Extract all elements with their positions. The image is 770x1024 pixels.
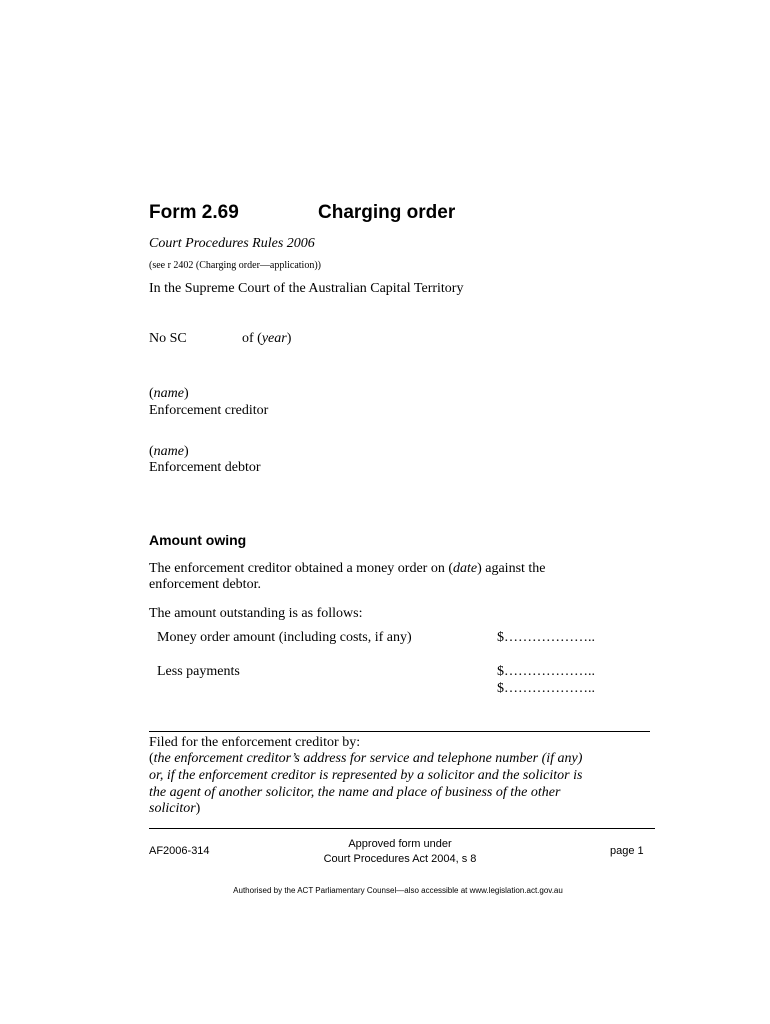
divider [149,731,650,732]
rules-name: Court Procedures Rules 2006 [149,236,315,251]
footer-page-number: page 1 [610,845,644,857]
filed-by-text: solicitor [149,801,196,816]
paren-open: ( [149,751,154,766]
text-segment: ) against the [477,561,546,576]
paragraph-line: enforcement debtor. [149,577,261,592]
section-heading: Amount owing [149,532,247,548]
paragraph-line [149,561,546,577]
amount-total-value: $……………….. [497,681,595,696]
amount-row-value: $……………….. [497,664,595,679]
footer-form-code: AF2006-314 [149,845,210,857]
paragraph: The amount outstanding is as follows: [149,606,363,621]
debtor-role: Enforcement debtor [149,460,261,475]
of-text: of ( [242,331,262,346]
case-number-label: No SC [149,331,187,346]
form-title: Charging order [318,202,456,223]
filed-by-line [149,751,582,767]
filed-by-line: the agent of another solicitor, the name and place of business of the other [149,785,561,800]
date-placeholder: date [452,561,478,576]
creditor-name-placeholder [149,386,189,402]
footer-approved-line: Court Procedures Act 2004, s 8 [323,853,477,865]
year-close: ) [286,331,292,346]
paren-close: ) [195,801,201,816]
paren-close: ) [184,444,189,459]
filed-by-label: Filed for the enforcement creditor by: [149,735,361,750]
amount-row-label: Money order amount (including costs, if any) [157,630,412,645]
name-placeholder: name [153,444,184,459]
paren-open: ( [149,386,154,401]
creditor-role: Enforcement creditor [149,403,269,418]
filed-by-line: or, if the enforcement creditor is represented by a solicitor and the solicitor is [149,768,583,783]
form-number: Form 2.69 [149,202,239,223]
footer-divider [149,828,655,829]
rule-reference: (see r 2402 (Charging order—application)) [149,260,321,271]
footer-approved-line: Approved form under [348,838,452,850]
amount-row-value: $……………….. [497,630,595,645]
paren-open: ( [149,444,154,459]
filed-by-text: the enforcement creditor’s address for service and telephone number (if any) [153,751,583,766]
text-segment: The enforcement creditor obtained a money order on ( [149,561,453,576]
footer-authorised: Authorised by the ACT Parliamentary Counsel—also accessible at www.legislation.act.gov.au [233,886,563,895]
year-placeholder: year [261,331,287,346]
debtor-name-placeholder [149,444,189,460]
case-year-label [242,331,291,347]
name-placeholder: name [153,386,184,401]
paren-close: ) [184,386,189,401]
filed-by-line [149,801,200,817]
court-name: In the Supreme Court of the Australian Capital Territory [149,281,464,296]
amount-row-label: Less payments [157,664,240,679]
